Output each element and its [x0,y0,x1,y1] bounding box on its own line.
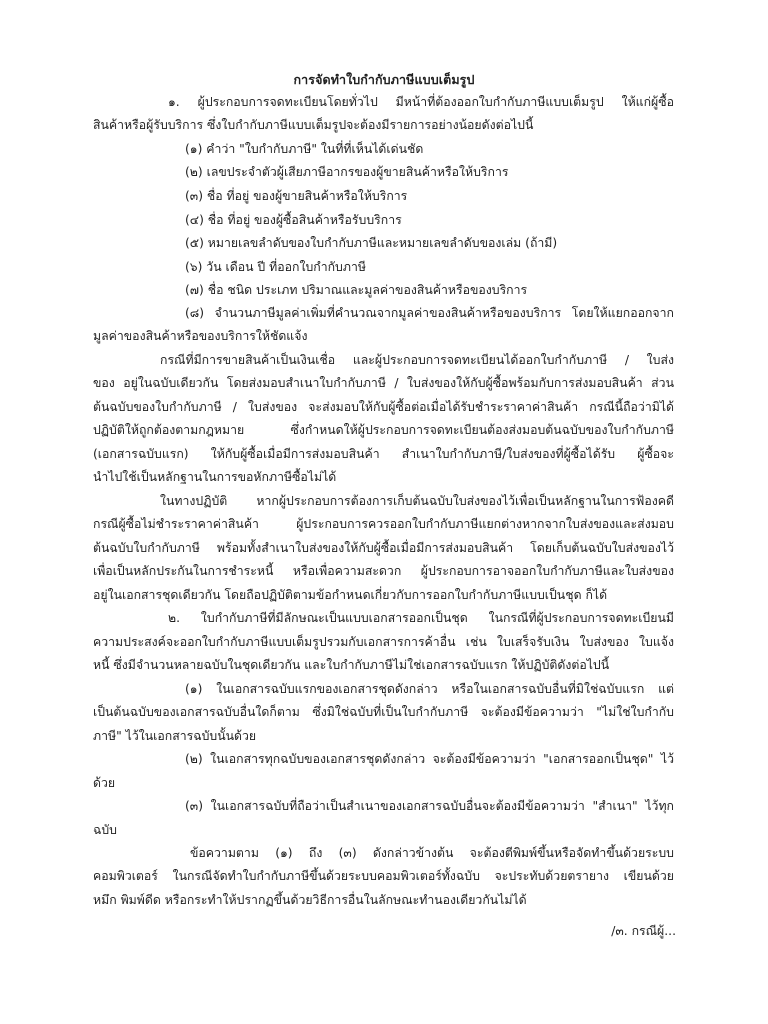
paragraph-line: ต้นฉบับใบกำกับภาษี พร้อมทั้งสำเนาใบส่งของให้กับผู้ซื้อเมื่อมีการส่งมอบสินค้า โดยเก็บต้นฉบับใบส่งของไว้ [93,541,674,555]
list-item: (๖) วัน เดือน ปี ที่ออกใบกำกับภาษี [185,260,366,274]
paragraph-line: ภาษี" ไว้ในเอกสารฉบับนั้นด้วย [93,729,257,743]
paragraph-line: ด้วย [93,776,116,790]
paragraph-line: อยู่ในเอกสารชุดเดียวกัน โดยถือปฏิบัติตามข้อกำหนดเกี่ยวกับการออกใบกำกับภาษีแบบเป็นชุด ก็ได้ [93,588,608,602]
paragraph-line: ฉบับ [93,823,117,837]
paragraph-line: ปฏิบัติให้ถูกต้องตามกฎหมาย ซึ่งกำหนดให้ผู้ประกอบการจดทะเบียนต้องส่งมอบต้นฉบับของใบกำกับภาษี [93,423,674,437]
paragraph-line: หมึก พิมพ์ดีด หรือกระทำให้ปรากฏขึ้นด้วยวิธีการอื่นในลักษณะทำนองเดียวกันไม่ได้ [93,893,527,907]
paragraph-line: สินค้าหรือผู้รับบริการ ซึ่งใบกำกับภาษีแบบเต็มรูปจะต้องมีรายการอย่างน้อยดังต่อไปนี้ [93,118,534,132]
page-continuation: /๓. กรณีผู้... [611,924,676,938]
list-item: (๒) ในเอกสารทุกฉบับของเอกสารชุดดังกล่าว จะต้องมีข้อความว่า "เอกสารออกเป็นชุด" ไว้ [185,752,674,766]
list-item: (๒) เลขประจำตัวผู้เสียภาษีอากรของผู้ขายสินค้าหรือให้บริการ [185,165,509,179]
paragraph-line: เป็นต้นฉบับของเอกสารฉบับอื่นใดก็ตาม ซึ่งมิใช่ฉบับที่เป็นใบกำกับภาษี จะต้องมีข้อความว่า "ไม่ใช่ใบกำกับ [93,705,674,719]
paragraph-line: ข้อความตาม (๑) ถึง (๓) ดังกล่าวข้างต้น จะต้องตีพิมพ์ขึ้นหรือจัดทำขึ้นด้วยระบบ [190,846,674,860]
paragraph-line: ในทางปฏิบัติ หากผู้ประกอบการต้องการเก็บต้นฉบับใบส่งของไว้เพื่อเป็นหลักฐานในการฟ้องคดี [160,494,674,508]
paragraph-line: กรณีผู้ซื้อไม่ชำระราคาค่าสินค้า ผู้ประกอบการควรออกใบกำกับภาษีแยกต่างหากจากใบส่งของและส่งมอบ [93,517,674,531]
paragraph-line: ต้นฉบับของใบกำกับภาษี / ใบส่งของ จะส่งมอบให้กับผู้ซื้อต่อเมื่อได้รับชำระราคาค่าสินค้า กรณีนี้ถือว่ามิได้ [93,400,674,414]
list-item: (๓) ในเอกสารฉบับที่ถือว่าเป็นสำเนาของเอกสารฉบับอื่นจะต้องมีข้อความว่า "สำเนา" ไว้ทุก [185,799,674,813]
paragraph-line: คอมพิวเตอร์ ในกรณีจัดทำใบกำกับภาษีขึ้นด้วยระบบคอมพิวเตอร์ทั้งฉบับ จะประทับด้วยตรายาง เขียนด้วย [93,869,674,883]
document-title: การจัดทำใบกำกับภาษีแบบเต็มรูป [293,72,475,87]
list-item: (๘) จำนวนภาษีมูลค่าเพิ่มที่คำนวณจากมูลค่าของสินค้าหรือของบริการ โดยให้แยกออกจาก [185,306,674,320]
paragraph-line: หนี้ ซึ่งมีจำนวนหลายฉบับในชุดเดียวกัน และใบกำกับภาษีไม่ใช่เอกสารฉบับแรก ให้ปฏิบัติดังต่อไปนี้ [93,658,610,672]
paragraph-line: ของ อยู่ในฉบับเดียวกัน โดยส่งมอบสำเนาใบกำกับภาษี / ใบส่งของให้กับผู้ซื้อพร้อมกับการส่งมอบสินค้า ส่วน [93,376,674,390]
paragraph-line: มูลค่าของสินค้าหรือของบริการให้ชัดแจ้ง [93,329,308,343]
paragraph-line: กรณีที่มีการขายสินค้าเป็นเงินเชื่อ และผู้ประกอบการจดทะเบียนได้ออกใบกำกับภาษี / ใบส่ง [160,353,674,367]
list-item: (๗) ชื่อ ชนิด ประเภท ปริมาณและมูลค่าของสินค้าหรือของบริการ [185,283,528,297]
paragraph-line: เพื่อเป็นหลักประกันในการชำระหนี้ หรือเพื่อความสะดวก ผู้ประกอบการอาจออกใบกำกับภาษีและใบส่งของ [93,564,674,578]
paragraph-line: ๑. ผู้ประกอบการจดทะเบียนโดยทั่วไป มีหน้าที่ต้องออกใบกำกับภาษีแบบเต็มรูป ให้แก่ผู้ซื้อ [168,95,674,109]
list-item: (๑) คำว่า "ใบกำกับภาษี" ในที่ที่เห็นได้เด่นชัด [185,142,424,156]
list-item: (๔) ชื่อ ที่อยู่ ของผู้ซื้อสินค้าหรือรับบริการ [185,213,402,227]
paragraph-line: ความประสงค์จะออกใบกำกับภาษีแบบเต็มรูปรวมกับเอกสารการค้าอื่น เช่น ใบเสร็จรับเงิน ใบส่งของ ใบแจ้ง [93,635,674,649]
paragraph-line: ๒. ใบกำกับภาษีที่มีลักษณะเป็นแบบเอกสารออกเป็นชุด ในกรณีที่ผู้ประกอบการจดทะเบียนมี [168,611,674,625]
list-item: (๑) ในเอกสารฉบับแรกของเอกสารชุดดังกล่าว หรือในเอกสารฉบับอื่นที่มิใช่ฉบับแรก แต่ [185,682,674,696]
list-item: (๕) หมายเลขลำดับของใบกำกับภาษีและหมายเลขลำดับของเล่ม (ถ้ามี) [185,236,558,250]
paragraph-line: (เอกสารฉบับแรก) ให้กับผู้ซื้อเมื่อมีการส่งมอบสินค้า สำเนาใบกำกับภาษี/ใบส่งของที่ผู้ซื้อได้รับ ผู้ซื้อจะ [93,447,674,461]
list-item: (๓) ชื่อ ที่อยู่ ของผู้ขายสินค้าหรือให้บริการ [185,189,408,203]
paragraph-line: นำไปใช้เป็นหลักฐานในการขอหักภาษีซื้อไม่ได้ [93,470,337,484]
